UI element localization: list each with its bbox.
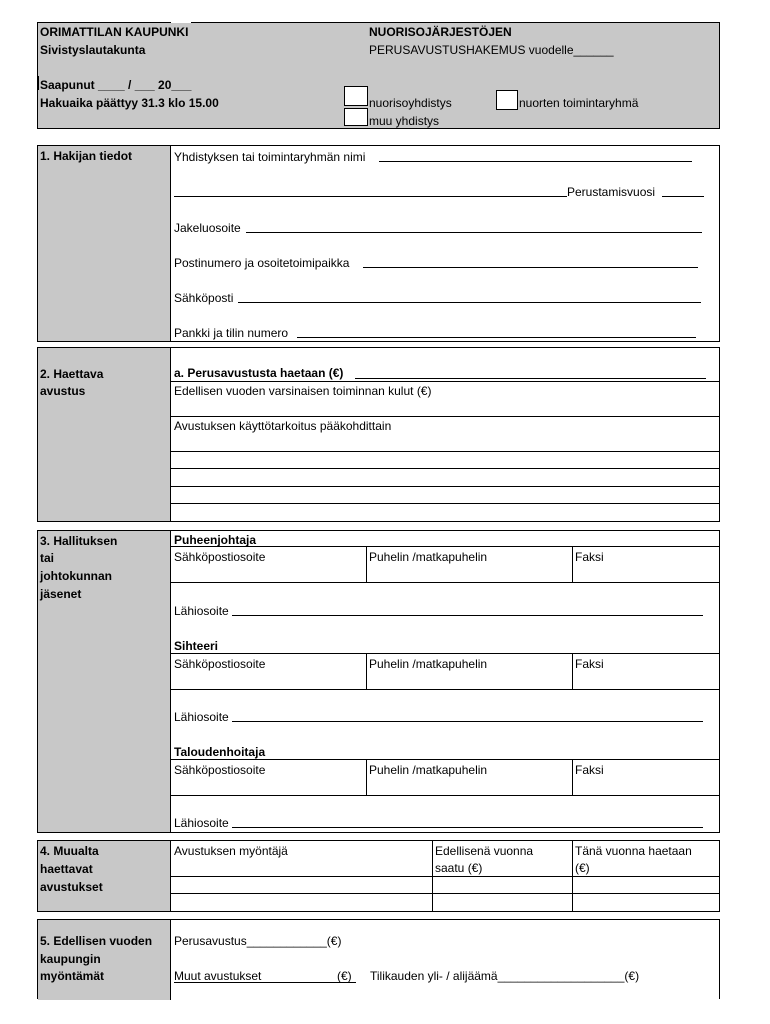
- secretary-email-col: Sähköpostiosoite: [174, 657, 266, 671]
- purpose-row-4[interactable]: [171, 503, 720, 504]
- secretary-address-label: Lähiosoite: [174, 710, 229, 724]
- bank-field[interactable]: [297, 337, 696, 338]
- secretary-label: Sihteeri: [174, 639, 219, 653]
- org-name-field-2[interactable]: [174, 196, 567, 197]
- prev-received-col-2: saatu (€): [435, 861, 483, 875]
- email-field[interactable]: [238, 302, 701, 303]
- treasurer-divider: [171, 759, 720, 760]
- section4-title-2: haettavat: [40, 862, 93, 876]
- secretary-phone-col: Puhelin /matkapuhelin: [369, 657, 488, 671]
- grantor-col: Avustuksen myöntäjä: [174, 844, 288, 858]
- deadline: Hakuaika päättyy 31.3 klo 15.00: [40, 96, 219, 110]
- section5-title-2: kaupungin: [40, 952, 101, 966]
- section3-title-4: jäsenet: [40, 587, 82, 601]
- chair-divider: [171, 546, 720, 547]
- secretary-row-bottom: [171, 689, 720, 690]
- received-marker: [38, 76, 39, 90]
- treasurer-col-sep-2: [572, 759, 573, 795]
- purpose-row-1[interactable]: [171, 451, 720, 452]
- chair-email-col: Sähköpostiosoite: [174, 550, 266, 564]
- header-white-notch: [171, 22, 191, 23]
- treasurer-phone-col: Puhelin /matkapuhelin: [369, 763, 488, 777]
- chair-address-label: Lähiosoite: [174, 604, 229, 618]
- section5-title-1: 5. Edellisen vuoden: [40, 934, 153, 948]
- youth-org-checkbox[interactable]: [344, 86, 368, 106]
- form-title: NUORISOJÄRJESTÖJEN: [369, 25, 512, 39]
- purpose-row-3[interactable]: [171, 486, 720, 487]
- chair-col-sep-2: [572, 546, 573, 582]
- section2-title-1: 2. Haettava: [40, 367, 104, 381]
- form-subtitle: PERUSAVUSTUSHAKEMUS vuodelle______: [369, 43, 614, 57]
- surplus-label: Tilikauden yli- / alijäämä___________________(€): [370, 969, 640, 983]
- received-date: Saapunut ____ / ___ 20___: [40, 78, 192, 92]
- section2-title-2: avustus: [40, 384, 86, 398]
- founded-label: Perustamisvuosi: [567, 185, 656, 199]
- org-board: Sivistyslautakunta: [40, 43, 146, 57]
- chair-col-sep-1: [366, 546, 367, 582]
- email-label: Sähköposti: [174, 291, 234, 305]
- postal-field[interactable]: [363, 267, 698, 268]
- org-name-label: Yhdistyksen tai toimintaryhmän nimi: [174, 150, 366, 164]
- now-applied-col-1: Tänä vuonna haetaan: [575, 844, 692, 858]
- section3-title-1: 3. Hallituksen: [40, 534, 118, 548]
- secretary-col-sep-1: [366, 653, 367, 689]
- other-org-label: muu yhdistys: [369, 114, 440, 128]
- treasurer-email-col: Sähköpostiosoite: [174, 763, 266, 777]
- other-grants-field[interactable]: [174, 982, 356, 983]
- s2-divider-2: [171, 416, 720, 417]
- now-applied-col-2: (€): [575, 861, 590, 875]
- secretary-col-sep-2: [572, 653, 573, 689]
- section1-label-cell: [38, 146, 171, 341]
- section1-title: 1. Hakijan tiedot: [40, 149, 133, 163]
- s4-row-2[interactable]: [171, 893, 720, 894]
- section5-title-3: myöntämät: [40, 969, 105, 983]
- bank-label: Pankki ja tilin numero: [174, 326, 289, 340]
- treasurer-label: Taloudenhoitaja: [174, 745, 266, 759]
- address-label: Jakeluosoite: [174, 221, 241, 235]
- section3-title-2: tai: [40, 551, 55, 565]
- youth-group-label: nuorten toimintaryhmä: [519, 96, 639, 110]
- youth-group-checkbox[interactable]: [496, 90, 518, 110]
- other-grants-unit: (€): [337, 969, 352, 983]
- youth-org-label: nuorisoyhdistys: [369, 96, 452, 110]
- org-name-field[interactable]: [379, 161, 692, 162]
- treasurer-address-field[interactable]: [232, 827, 703, 828]
- grant-label: a. Perusavustusta haetaan (€): [174, 366, 344, 380]
- prev-costs-label: Edellisen vuoden varsinaisen toiminnan kulut (€): [174, 384, 432, 398]
- s4-row-1[interactable]: [171, 876, 720, 877]
- s2-divider-1: [171, 381, 720, 382]
- address-field[interactable]: [246, 232, 702, 233]
- treasurer-col-sep-1: [366, 759, 367, 795]
- section4-title-3: avustukset: [40, 880, 103, 894]
- chair-fax-col: Faksi: [575, 550, 604, 564]
- org-name: ORIMATTILAN KAUPUNKI: [40, 25, 189, 39]
- chair-phone-col: Puhelin /matkapuhelin: [369, 550, 488, 564]
- founded-field[interactable]: [662, 196, 704, 197]
- treasurer-row-bottom: [171, 795, 720, 796]
- other-grants-label: Muut avustukset: [174, 969, 262, 983]
- section4-title-1: 4. Muualta: [40, 844, 99, 858]
- secretary-address-field[interactable]: [232, 721, 703, 722]
- secretary-fax-col: Faksi: [575, 657, 604, 671]
- grant-field[interactable]: [355, 378, 706, 379]
- chair-address-field[interactable]: [232, 615, 703, 616]
- purpose-label: Avustuksen käyttötarkoitus pääkohdittain: [174, 419, 392, 433]
- other-org-checkbox[interactable]: [344, 108, 368, 126]
- chair-row-bottom: [171, 582, 720, 583]
- postal-label: Postinumero ja osoitetoimipaikka: [174, 256, 350, 270]
- chair-label: Puheenjohtaja: [174, 533, 257, 547]
- basic-grant-label: Perusavustus____________(€): [174, 934, 342, 948]
- secretary-divider: [171, 653, 720, 654]
- treasurer-fax-col: Faksi: [575, 763, 604, 777]
- prev-received-col-1: Edellisenä vuonna: [435, 844, 534, 858]
- section3-title-3: johtokunnan: [40, 569, 112, 583]
- purpose-row-2[interactable]: [171, 468, 720, 469]
- treasurer-address-label: Lähiosoite: [174, 816, 229, 830]
